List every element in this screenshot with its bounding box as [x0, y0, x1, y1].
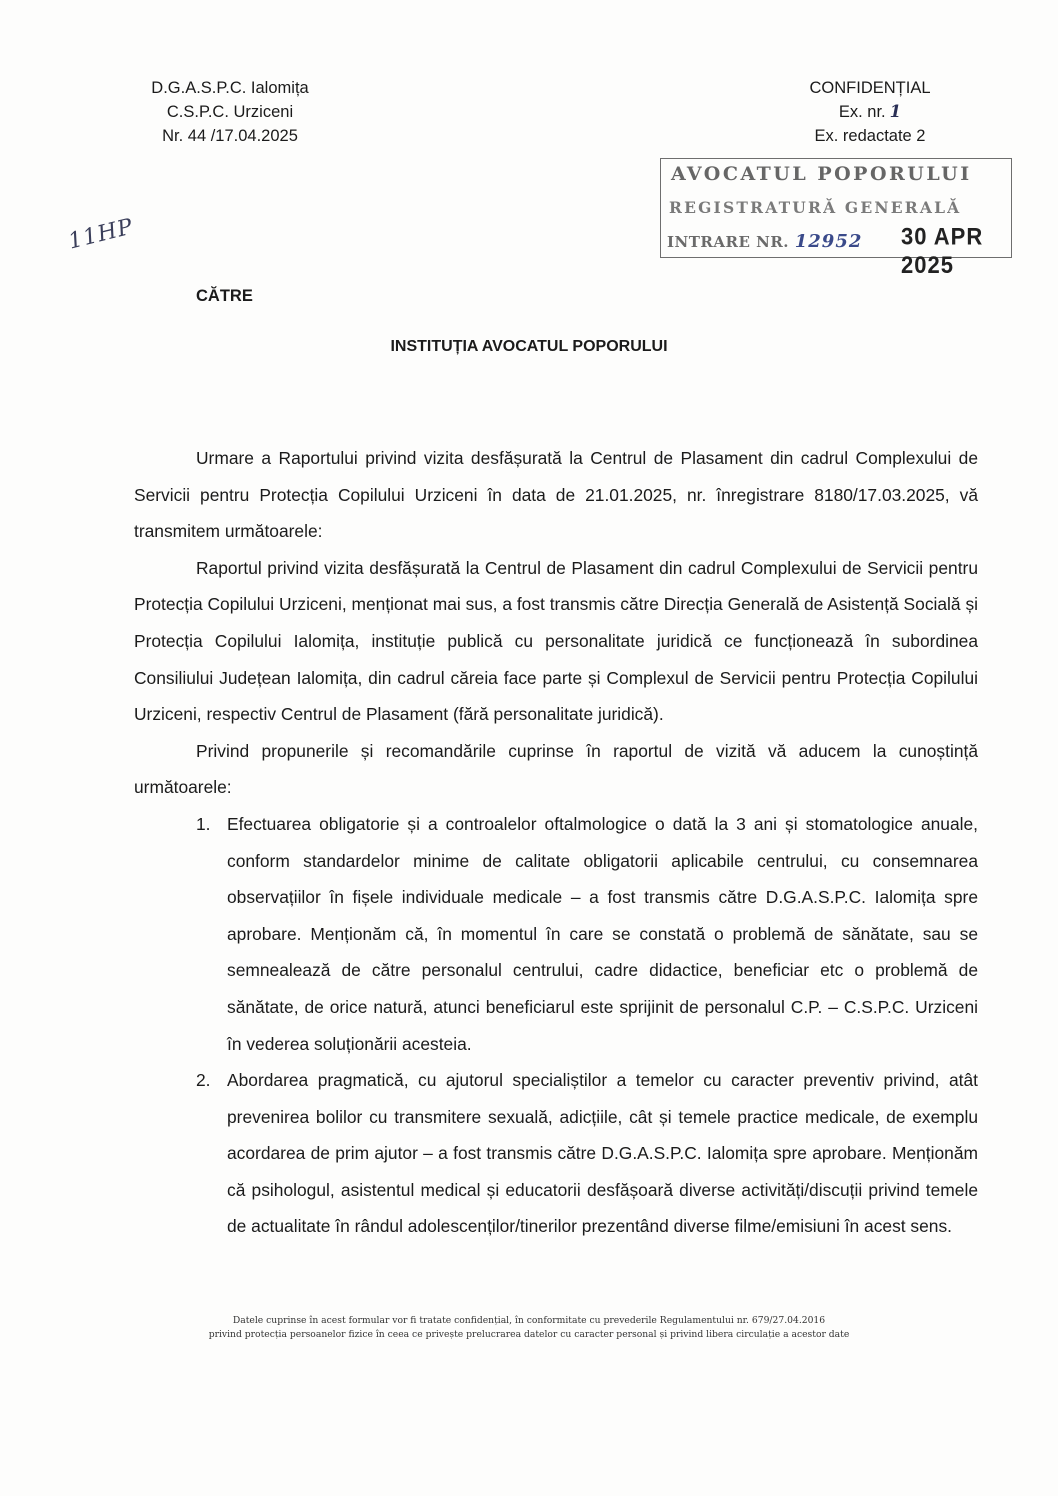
paragraph: Raportul privind vizita desfășurată la Centrul de Plasament din cadrul Complexului de Servicii pentru Protecția Copilului Urziceni, menționat mai sus, a fost transmis către Direcția Generală de Asistență Socială și Protecția Copilului Ialomița, instituție publică cu personalitate juridică ce funcționează în subordinea Consiliului Județean Ialomița, din cadrul căreia face parte și Complexul de Servicii pentru Protecția Copilului Urziceni, respectiv Centrul de Plasament (fără personalitate juridică).: [134, 557, 978, 725]
list-item: [134, 1062, 978, 1245]
list-item-text: Abordarea pragmatică, cu ajutorul specialiștilor a temelor cu caracter preventiv privind, atât prevenirea bolilor cu transmitere sexuală, adicțiile, cât și temele practice medicale, de exemplu acordarea de prim ajutor – a fost transmis către D.G.A.S.P.C. Ialomița spre aprobare. Menționăm că psihologul, asistentul medical și educatorii desfășoară diverse activități/discuții privind temele de actualitate în rândul adolescenților/tinerilor prezentând diverse filme/emisiuni în acest sens.: [227, 1070, 978, 1237]
list-item: [134, 806, 978, 1062]
list-item-number: 2.: [196, 1070, 211, 1091]
sender-department: C.S.P.C. Urziceni: [166, 103, 294, 121]
paragraph: Urmare a Raportului privind vizita desfășurată la Centrul de Plasament din cadrul Complexului de Servicii pentru Protecția Copilului Urziceni în data de 21.01.2025, nr. înregistrare 8180/17.03.2025, vă transmitem următoarele:: [134, 448, 978, 542]
to-label: CĂTRE: [196, 287, 253, 305]
copy-number-value: 1: [889, 102, 902, 121]
letter-body: [134, 440, 978, 1245]
recommendation-list: [134, 806, 978, 1245]
privacy-footer: [0, 1314, 1058, 1342]
registry-stamp: [660, 158, 1012, 279]
footer-line: Datele cuprinse în acest formular vor fi tratate confidențial, în conformitate cu prevederile Regulamentului nr. 679/27.04.2016: [232, 1315, 826, 1326]
sender-reference-number: Nr. 44 /17.04.2025: [162, 127, 298, 145]
paragraph: Privind propunerile și recomandările cuprinse în raportul de vizită vă aducem la cunoștință următoarele:: [134, 740, 978, 798]
sender-institution: D.G.A.S.P.C. Ialomița: [151, 79, 309, 97]
copies-drafted: Ex. redactate 2: [814, 127, 926, 145]
stamp-registry: REGISTRATURĂ GENERALĂ: [669, 198, 962, 217]
confidential-label: CONFIDENȚIAL: [809, 79, 931, 97]
copy-number: [770, 100, 970, 124]
handwritten-mark: 11HP: [65, 214, 137, 255]
stamp-institution: AVOCATUL POPORULUI: [671, 163, 972, 185]
list-item-text: Efectuarea obligatorie și a controalelor oftalmologice o dată la 3 ani și stomatologice anuale, conform standardelor minime de calitate obligatorii aplicabile centrului, cu consemnarea observațiilor în fișele individuale medicale – a fost transmis către D.G.A.S.P.C. Ialomița spre aprobare. Menționăm că, în momentul în care se constată o problemă de sănătate, sau se semnealează de către personalul centrului, cadre didactice, beneficiar etc o problemă de sănătate, de orice natură, atunci beneficiarul este sprijinit de personalul C.P. – C.S.P.C. Urziceni în vederea soluționării acesteia.: [227, 813, 978, 1054]
classification-block: [770, 76, 970, 148]
recipient-title: INSTITUȚIA AVOCATUL POPORULUI: [390, 338, 668, 355]
stamp-entry-number: 12952: [794, 231, 863, 252]
footer-line: privind protecția persoanelor fizice în ceea ce privește prelucrarea datelor cu caracter personal și privind libera circulație a acestor date: [208, 1329, 850, 1340]
stamp-entry-line: [667, 231, 862, 252]
stamp-entry-date: 30 APR 2025: [901, 222, 984, 279]
copy-number-label: Ex. nr.: [838, 103, 886, 121]
list-item-number: 1.: [196, 813, 211, 834]
stamp-entry-label: INTRARE NR.: [667, 233, 790, 251]
sender-block: [130, 76, 330, 148]
